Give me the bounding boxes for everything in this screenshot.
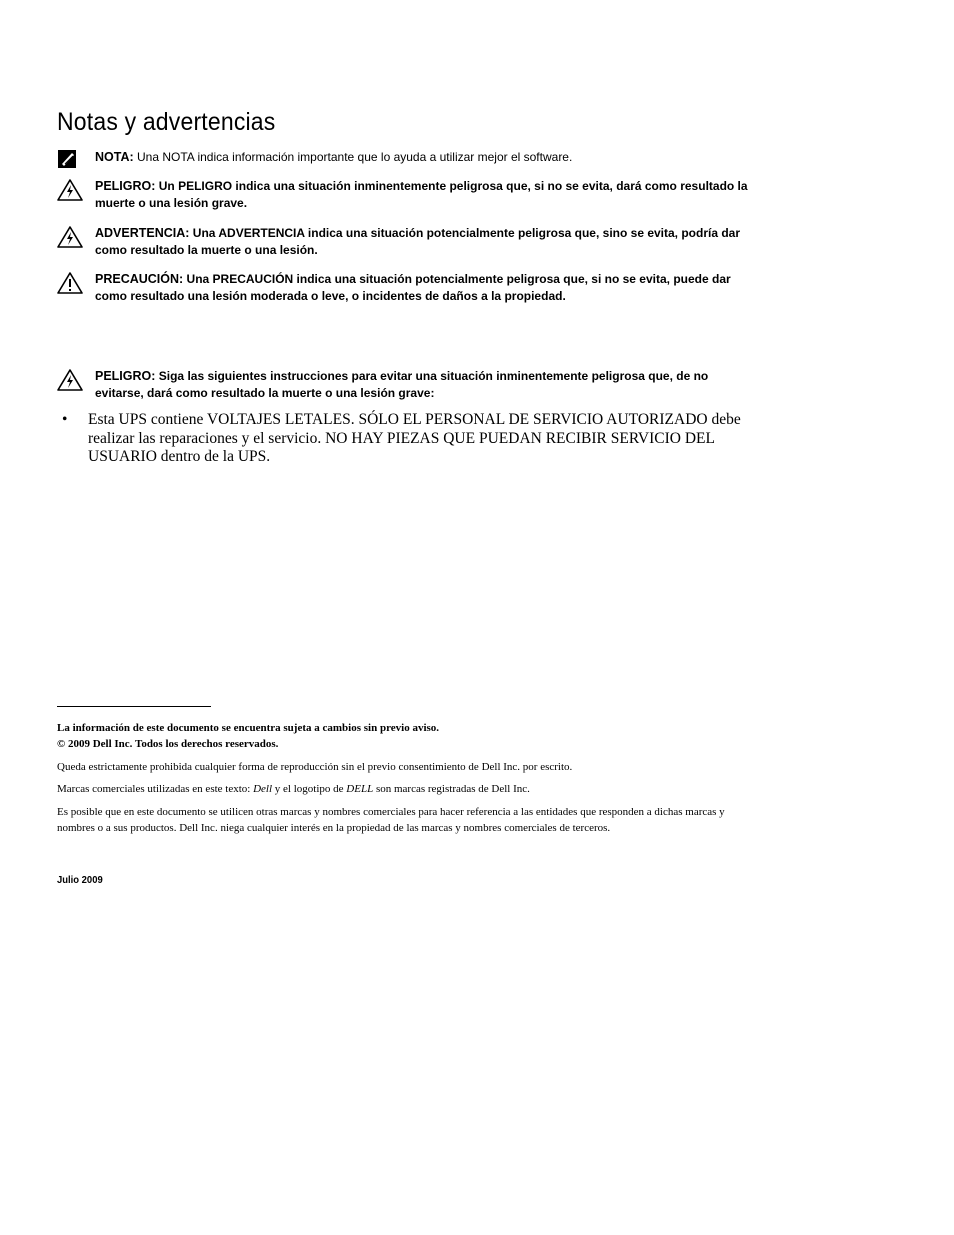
footer-divider [57, 706, 211, 707]
bullet-caps-text: VOLTAJES LETALES [206, 411, 351, 428]
caution-triangle-icon [57, 271, 83, 295]
reproduction-notice: Queda estrictamente prohibida cualquier forma de reproducción sin el previo consentimiento de Dell Inc. por escrito. [57, 761, 573, 773]
footer-notice: La información de este documento se encuentra sujeta a cambios sin previo aviso. [57, 722, 440, 734]
trademark-text: y el logotipo de [272, 783, 347, 795]
note-label: NOTA: [95, 150, 134, 164]
electrical-hazard-icon [57, 368, 83, 392]
bullet-text: debe realizar las reparaciones y el servicio. [88, 411, 741, 447]
bullet-text: dentro de la UPS. [156, 448, 271, 465]
danger-instructions-text: Siga las siguientes instrucciones para evitar una situación inminentemente peligrosa que, de no evitarse, dará como resultado la muerte o una lesión grave: [95, 369, 709, 400]
note-pencil-icon [57, 149, 83, 173]
note-text: Una NOTA indica información importante que lo ayuda a utilizar mejor el software. [137, 150, 573, 164]
caution-label: PRECAUCIÓN: [95, 272, 184, 286]
caution-text: Una PRECAUCIÓN indica una situación potencialmente peligrosa que, si no se evita, puede dar como resultado una lesión moderada o leve, o incidentes de daños a la propiedad. [95, 272, 731, 303]
page-title: Notas y advertencias [57, 108, 276, 136]
trademark-notice [57, 782, 747, 798]
electrical-hazard-icon [57, 178, 83, 202]
danger-instructions-label: PELIGRO: [95, 369, 156, 383]
publication-date: Julio 2009 [57, 874, 103, 886]
trademark-text: son marcas registradas de Dell Inc. [373, 783, 530, 795]
other-trademarks-notice: Es posible que en este documento se utilicen otras marcas y nombres comerciales para hacer referencia a las entidades que responden a dichas marcas y nombres o a sus productos. Dell Inc. niega cualquier interés en la propiedad de las marcas y nombres comerciales de terceros. [57, 806, 725, 834]
electrical-hazard-icon [57, 225, 83, 249]
copyright: © 2009 Dell Inc. Todos los derechos reservados. [57, 738, 279, 750]
bullet-caps-text: NO HAY PIEZAS QUE PUEDAN RECIBIR SERVICIO DEL USUARIO [88, 429, 715, 465]
warning-text: Una ADVERTENCIA indica una situación potencialmente peligrosa que, sino se evita, podría dar como resultado la muerte o una lesión. [95, 226, 741, 257]
list-item [62, 411, 762, 467]
trademark-dell-logo: DELL [346, 783, 374, 795]
danger-text: Un PELIGRO indica una situación inminentemente peligrosa que, si no se evita, dará como resultado la muerte o una lesión grave. [95, 179, 748, 210]
bullet-text: Esta UPS contiene [88, 411, 207, 428]
bullet-dot: • [62, 411, 68, 428]
bullet-caps-text: SÓLO EL PERSONAL DE SERVICIO AUTORIZADO [358, 411, 708, 428]
danger-label: PELIGRO: [95, 179, 156, 193]
warning-label: ADVERTENCIA: [95, 226, 190, 240]
bullet-text: . [350, 411, 359, 428]
trademark-dell: Dell [253, 783, 273, 795]
trademark-text: Marcas comerciales utilizadas en este texto: [57, 783, 254, 795]
safety-list [62, 411, 762, 467]
